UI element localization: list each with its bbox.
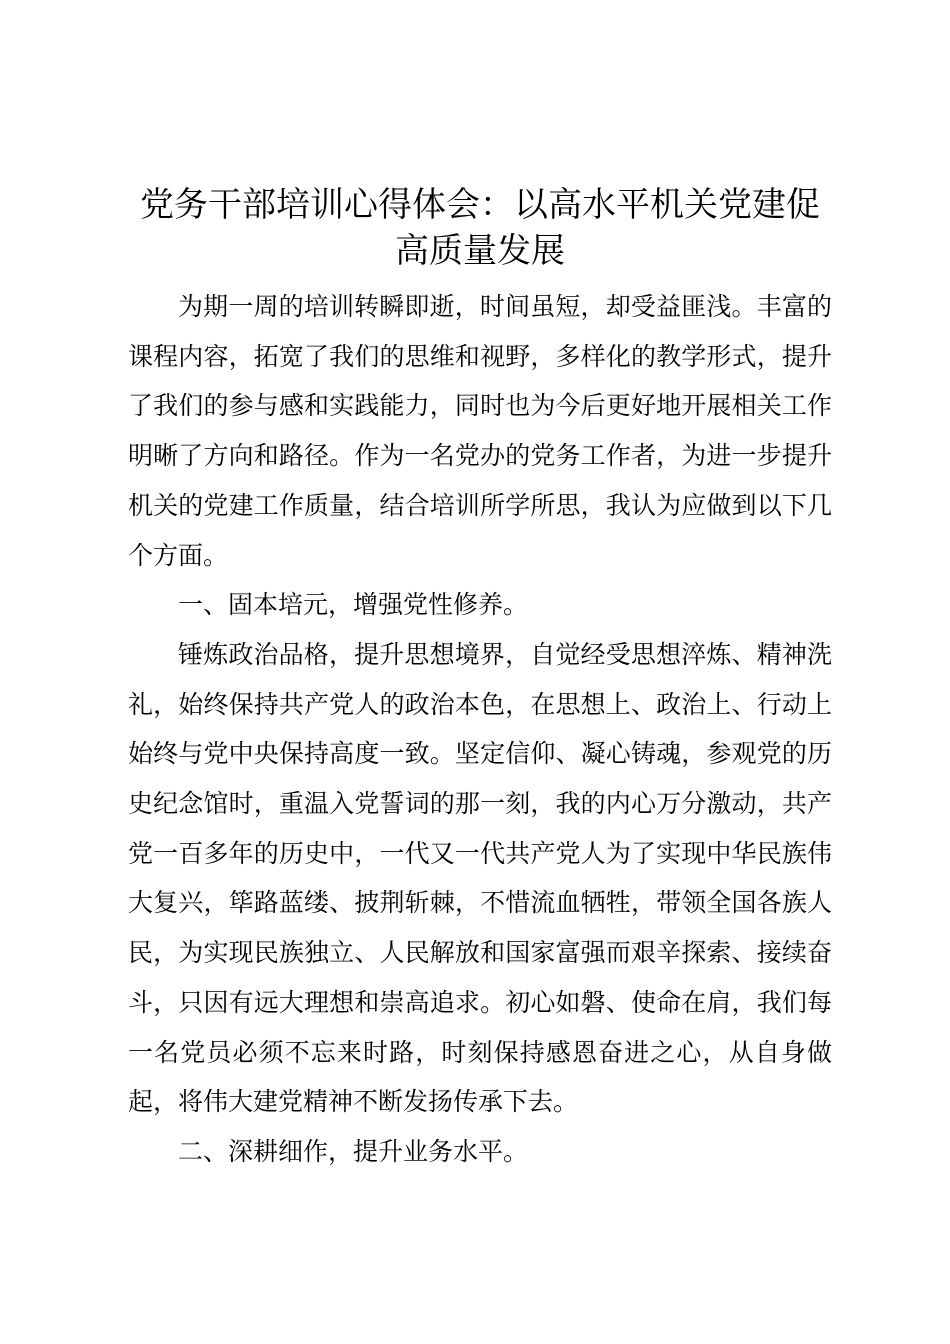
document-body	[128, 282, 832, 1177]
section-heading-1: 一、固本培元，增强党性修养。	[178, 590, 529, 620]
document-title: 党务干部培训心得体会：以高水平机关党建促高质量发展	[140, 185, 820, 271]
paragraph-section-1: 锤炼政治品格，提升思想境界，自觉经受思想淬炼、精神洗礼，始终保持共产党人的政治本色，在思想上、政治上、行动上始终与党中央保持高度一致。坚定信仰、凝心铸魂，参观党的历史纪念馆时，重温入党誓词的那一刻，我的内心万分激动，共产党一百多年的历史中，一代又一代共产党人为了实现中华民族伟大复兴，筚路蓝缕、披荆斩棘，不惜流血牺牲，带领全国各族人民，为实现民族独立、人民解放和国家富强而艰辛探索、接续奋斗，只因有远大理想和崇高追求。初心如磐、使命在肩，我们每一名党员必须不忘来时路，时刻保持感恩奋进之心，从自身做起，将伟大建党精神不断发扬传承下去。	[128, 639, 832, 1117]
paragraph-intro: 为期一周的培训转瞬即逝，时间虽短，却受益匪浅。丰富的课程内容，拓宽了我们的思维和视野，多样化的教学形式，提升了我们的参与感和实践能力，同时也为今后更好地开展相关工作明晰了方向和路径。作为一名党办的党务工作者，为进一步提升机关的党建工作质量，结合培训所学所思，我认为应做到以下几个方面。	[128, 292, 832, 570]
section-heading-2: 二、深耕细作，提升业务水平。	[178, 1136, 529, 1166]
